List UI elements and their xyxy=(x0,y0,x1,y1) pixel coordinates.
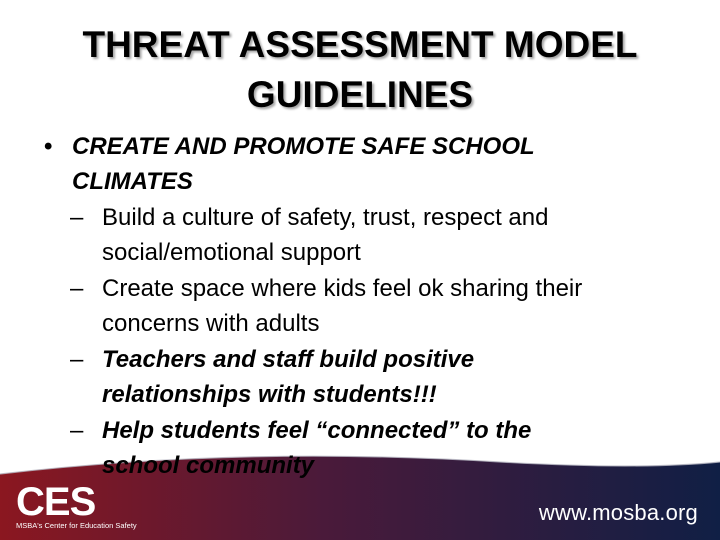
subitem-1 xyxy=(44,201,714,270)
slide-content xyxy=(44,130,714,483)
subitem-3 xyxy=(44,343,714,412)
subitem-3-line-1: Teachers and staff build positive xyxy=(102,346,475,373)
subitem-3-line-2: relationships with students!!! xyxy=(102,380,437,408)
subitem-4-line-2: school community xyxy=(102,451,315,479)
bullet-line-2: CLIMATES xyxy=(72,167,193,195)
dash-icon: – xyxy=(70,275,84,302)
subitem-4 xyxy=(44,414,714,483)
subitem-1-line-2: social/emotional support xyxy=(102,238,361,266)
title-line-2: GUIDELINES xyxy=(246,74,474,115)
logo-subtitle: MSBA's Center for Education Safety xyxy=(16,521,137,530)
subitem-2 xyxy=(44,272,714,341)
subitem-4-line-1: Help students feel “connected” to the xyxy=(102,417,532,444)
dash-icon: – xyxy=(70,204,84,231)
subitem-1-line-1: Build a culture of safety, trust, respect and xyxy=(102,204,549,231)
title-line-1: THREAT ASSESSMENT MODEL xyxy=(82,24,638,65)
dash-icon: – xyxy=(70,417,84,444)
bullet-icon: • xyxy=(44,133,53,160)
dash-icon: – xyxy=(70,346,84,373)
ces-logo: CES xyxy=(16,480,96,524)
slide-title xyxy=(0,20,720,120)
bullet-item xyxy=(44,130,714,199)
bullet-line-1: CREATE AND PROMOTE SAFE SCHOOL xyxy=(72,133,535,160)
footer-url[interactable]: www.mosba.org xyxy=(538,500,698,525)
subitem-2-line-2: concerns with adults xyxy=(102,309,320,337)
subitem-2-line-1: Create space where kids feel ok sharing their xyxy=(102,275,583,302)
